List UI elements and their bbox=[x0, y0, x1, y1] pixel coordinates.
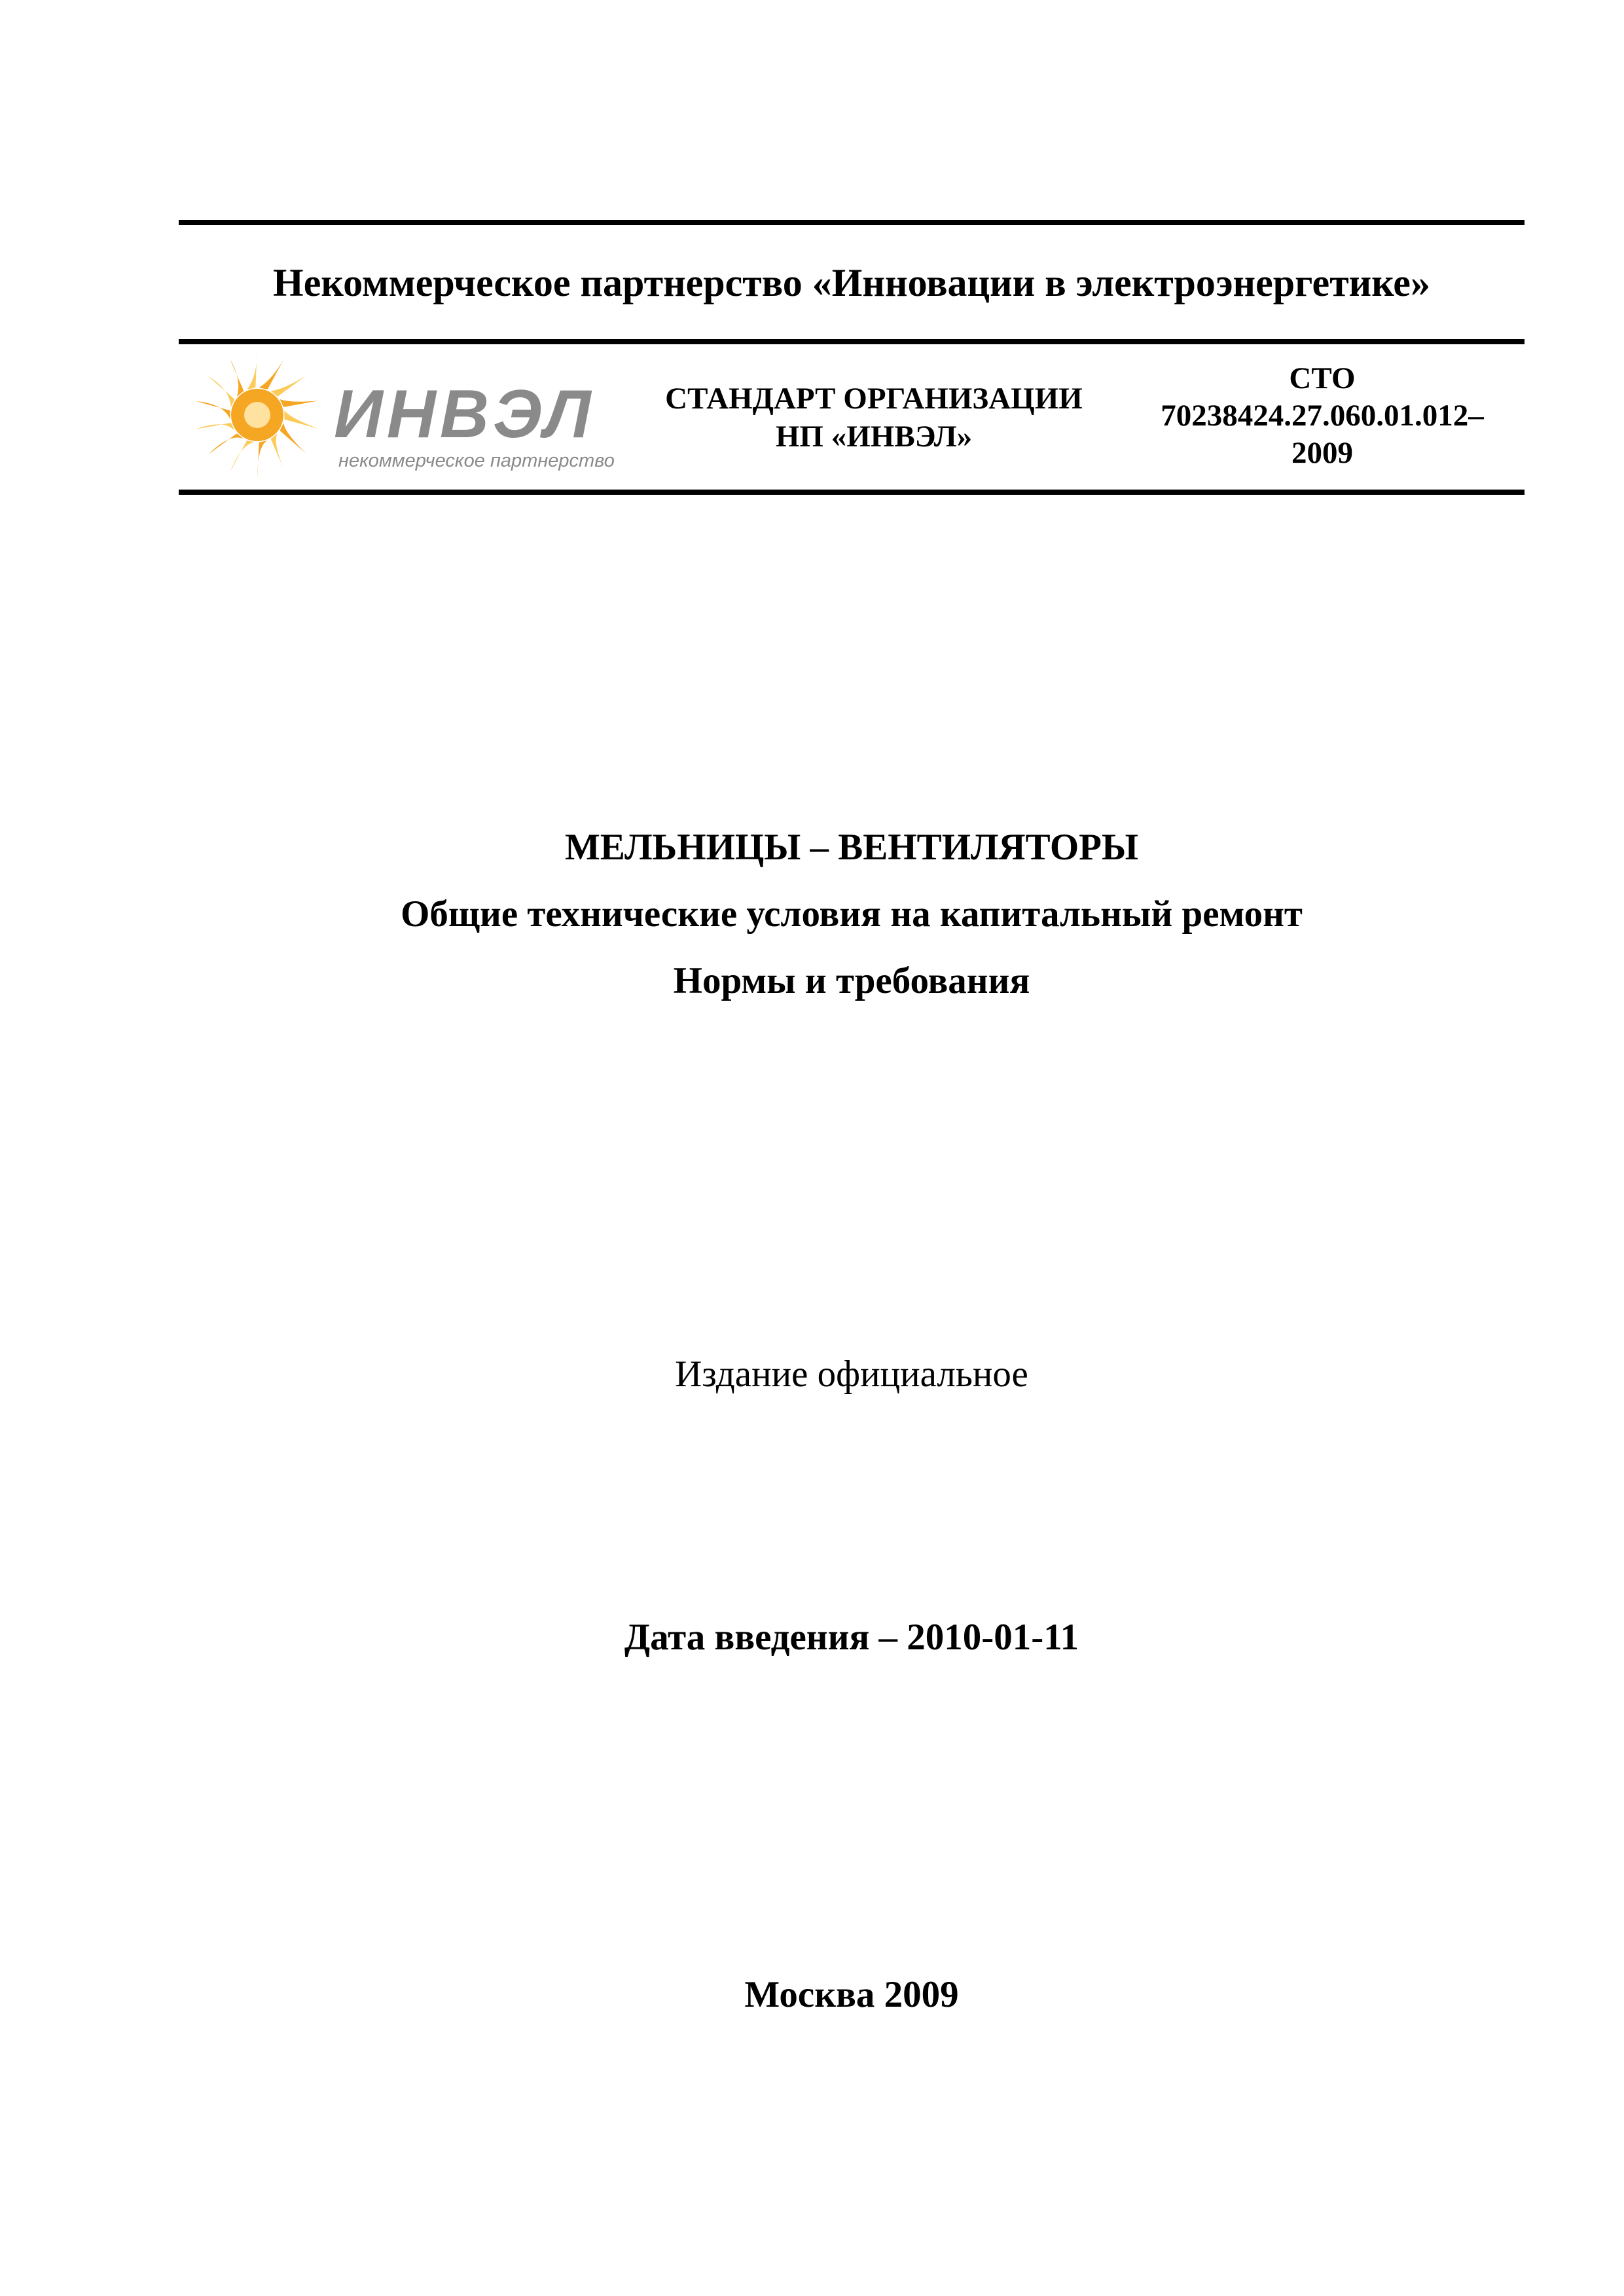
standard-code bbox=[1132, 360, 1512, 472]
sun-ray bbox=[208, 433, 244, 454]
header-bottom-rule bbox=[179, 490, 1525, 495]
sun-ray bbox=[259, 358, 285, 389]
sun-ray bbox=[230, 359, 244, 397]
sun-ray bbox=[280, 423, 307, 454]
organization-title: Некоммерческое партнерство «Инновации в электроэнергетике» bbox=[273, 261, 1430, 304]
sun-ray bbox=[196, 401, 230, 420]
sun-ray bbox=[230, 440, 256, 472]
invel-logo bbox=[187, 346, 622, 484]
sun-ray bbox=[247, 352, 257, 389]
document-subtitle: Общие технические условия на капитальный ремонт bbox=[401, 893, 1303, 935]
logo-wordmark: ИНВЭЛ bbox=[334, 376, 595, 452]
document-subtitle-norms: Нормы и требования bbox=[673, 960, 1030, 1001]
city-year: Москва 2009 bbox=[744, 1974, 959, 2015]
sun-ray bbox=[280, 399, 319, 407]
sun-ray bbox=[285, 410, 319, 429]
document-title: МЕЛЬНИЦЫ – ВЕНТИЛЯТОРЫ bbox=[565, 827, 1138, 868]
header-middle-rule bbox=[179, 339, 1525, 344]
sun-ray bbox=[257, 440, 267, 478]
standard-code-line: СТО bbox=[1289, 361, 1356, 395]
standard-title-line: СТАНДАРТ ОРГАНИЗАЦИИ bbox=[665, 382, 1083, 416]
standard-code-line: 70238424.27.060.01.012– bbox=[1161, 399, 1484, 433]
sun-ray bbox=[271, 433, 285, 471]
standard-title-line: НП «ИНВЭЛ» bbox=[775, 420, 973, 454]
header-top-rule bbox=[179, 220, 1525, 225]
introduction-date: Дата введения – 2010-01-11 bbox=[624, 1617, 1079, 1658]
sun-icon bbox=[196, 352, 318, 478]
logo-tagline: некоммерческое партнерство bbox=[338, 450, 615, 471]
standard-title bbox=[645, 380, 1103, 456]
sun-ray bbox=[271, 376, 306, 397]
standard-code-line: 2009 bbox=[1291, 436, 1353, 470]
sun-ray bbox=[208, 376, 235, 408]
edition-note: Издание официальное bbox=[675, 1354, 1028, 1395]
sun-ray bbox=[196, 423, 235, 431]
